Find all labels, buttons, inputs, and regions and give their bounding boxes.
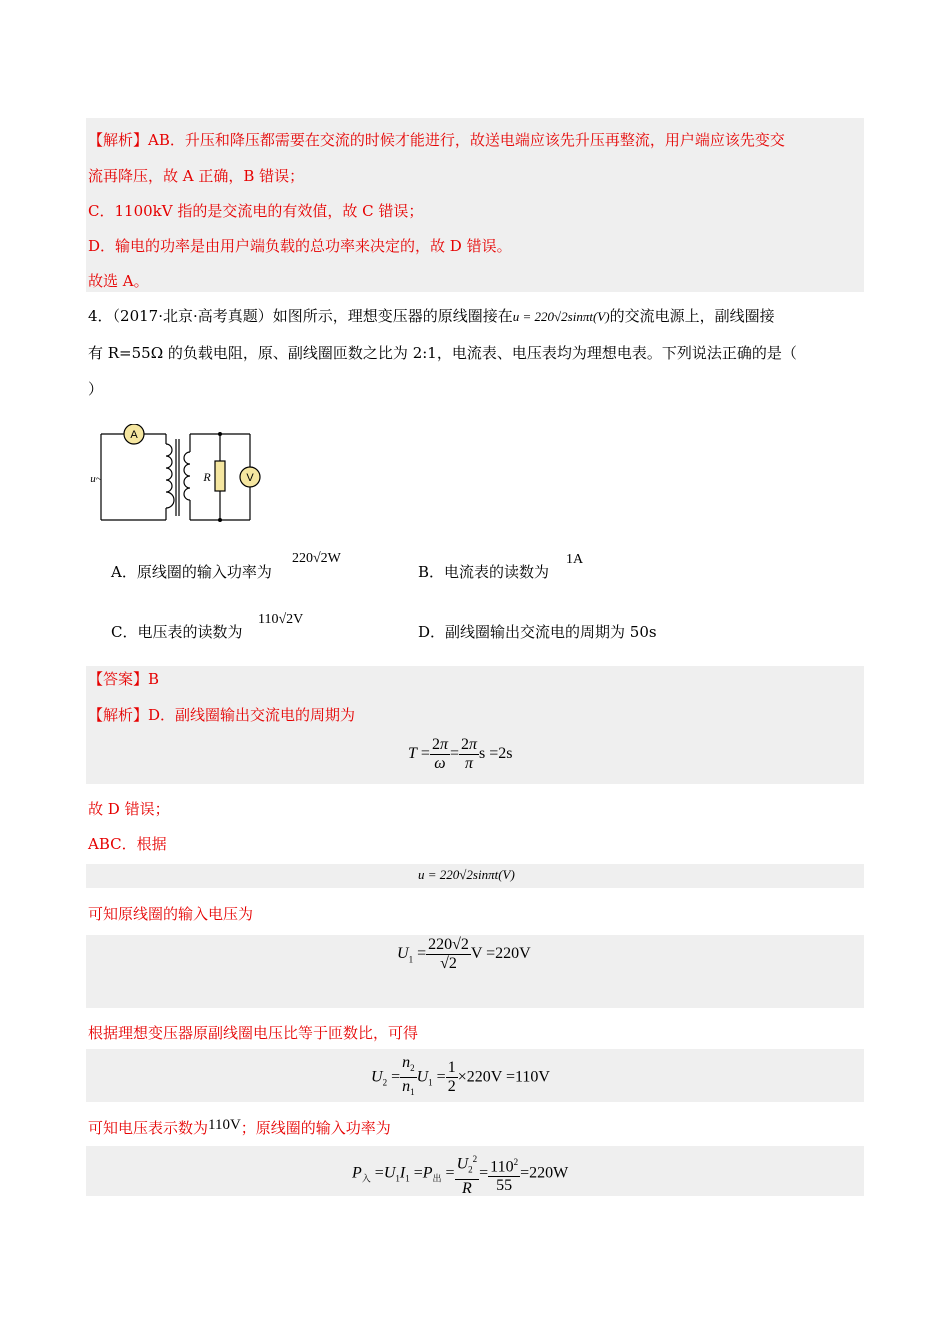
answer-abc: ABC．根据	[88, 835, 167, 853]
option-c[interactable]	[111, 622, 242, 642]
question-text-post: 的交流电源上，副线圈接	[609, 307, 775, 325]
question-line1	[88, 306, 775, 327]
equation-period: T = $\frac{2\pi}{\omega}$ = $\frac{2\pi}{\pi}$ s =2s	[408, 736, 513, 772]
resistor-label: R	[203, 470, 211, 484]
answer-analysis-intro: 【解析】D．副线圈输出交流电的周期为	[88, 706, 356, 724]
voltmeter-post: ；原线圈的输入功率为	[240, 1119, 391, 1137]
answer-ratio: 根据理想变压器原副线圈电压比等于匝数比，可得	[88, 1024, 419, 1042]
secondary-junction-top	[218, 432, 222, 436]
equation-source: u = 220√2sinπt(V)	[418, 867, 515, 882]
answer-input-voltage: 可知原线圈的输入电压为	[88, 905, 254, 923]
option-a[interactable]	[111, 562, 272, 582]
question-line2: 有 R=55Ω 的负载电阻，原、副线圈匝数之比为 2:1，电流表、电压表均为理想电表。下列说法正确的是（	[88, 344, 797, 362]
ammeter-label: A	[130, 429, 138, 441]
option-c-label: C．电压表的读数为	[111, 623, 243, 641]
option-b-value: 1A	[566, 552, 584, 567]
voltmeter-label: V	[246, 472, 254, 484]
option-a-label: A．原线圈的输入功率为	[111, 563, 272, 581]
answer-label: 【答案】B	[88, 670, 160, 688]
analysis1-line2: 流再降压，故 A 正确，B 错误；	[88, 167, 305, 185]
question-text-pre: 4．（2017·北京·高考真题）如图所示，理想变压器的原线圈接在	[88, 307, 513, 325]
option-d[interactable]	[418, 622, 657, 642]
analysis1-line3: C．1100kV 指的是交流电的有效值，故 C 错误；	[88, 202, 424, 220]
option-d-label: D．副线圈输出交流电的周期为 50s	[418, 623, 657, 641]
answer-voltmeter	[88, 1118, 391, 1139]
equation-power: $P_入 =U_1I_1 =P_出$ = $\frac{U_2^2}{R}$ = $\frac{110^2}{55}$ =220W	[352, 1150, 568, 1198]
option-a-value: 220√2W	[292, 551, 341, 566]
equation-u1: $U_1$ = $\frac{220√2}{√2}$ V =220V	[397, 936, 531, 972]
voltmeter-value: 110V	[208, 1117, 241, 1133]
question-formula: u = 220√2sinπt(V)	[512, 309, 610, 324]
source-label: u~	[90, 473, 102, 485]
option-c-value: 110√2V	[258, 612, 304, 627]
circuit-diagram	[86, 424, 266, 524]
resistor-symbol	[215, 461, 225, 491]
analysis1-line4: D．输电的功率是由用户端负载的总功率来决定的，故 D 错误。	[88, 237, 512, 255]
analysis1-line1: 【解析】AB．升压和降压都需要在交流的时候才能进行，故送电端应该先升压再整流，用户端应该先变交	[88, 131, 785, 149]
answer-d-wrong: 故 D 错误；	[88, 800, 170, 818]
secondary-junction-bottom	[218, 518, 222, 522]
analysis1-line5: 故选 A。	[88, 272, 149, 290]
equation-u2: $U_2$ = $\frac{n_2}{n_1}$ $U_1$ = $\frac{1}{2}$ ×220V =110V	[371, 1054, 550, 1098]
question-line3: ）	[88, 380, 104, 398]
voltmeter-pre: 可知电压表示数为	[88, 1119, 209, 1137]
option-b[interactable]	[418, 562, 549, 582]
option-b-label: B．电流表的读数为	[418, 563, 550, 581]
